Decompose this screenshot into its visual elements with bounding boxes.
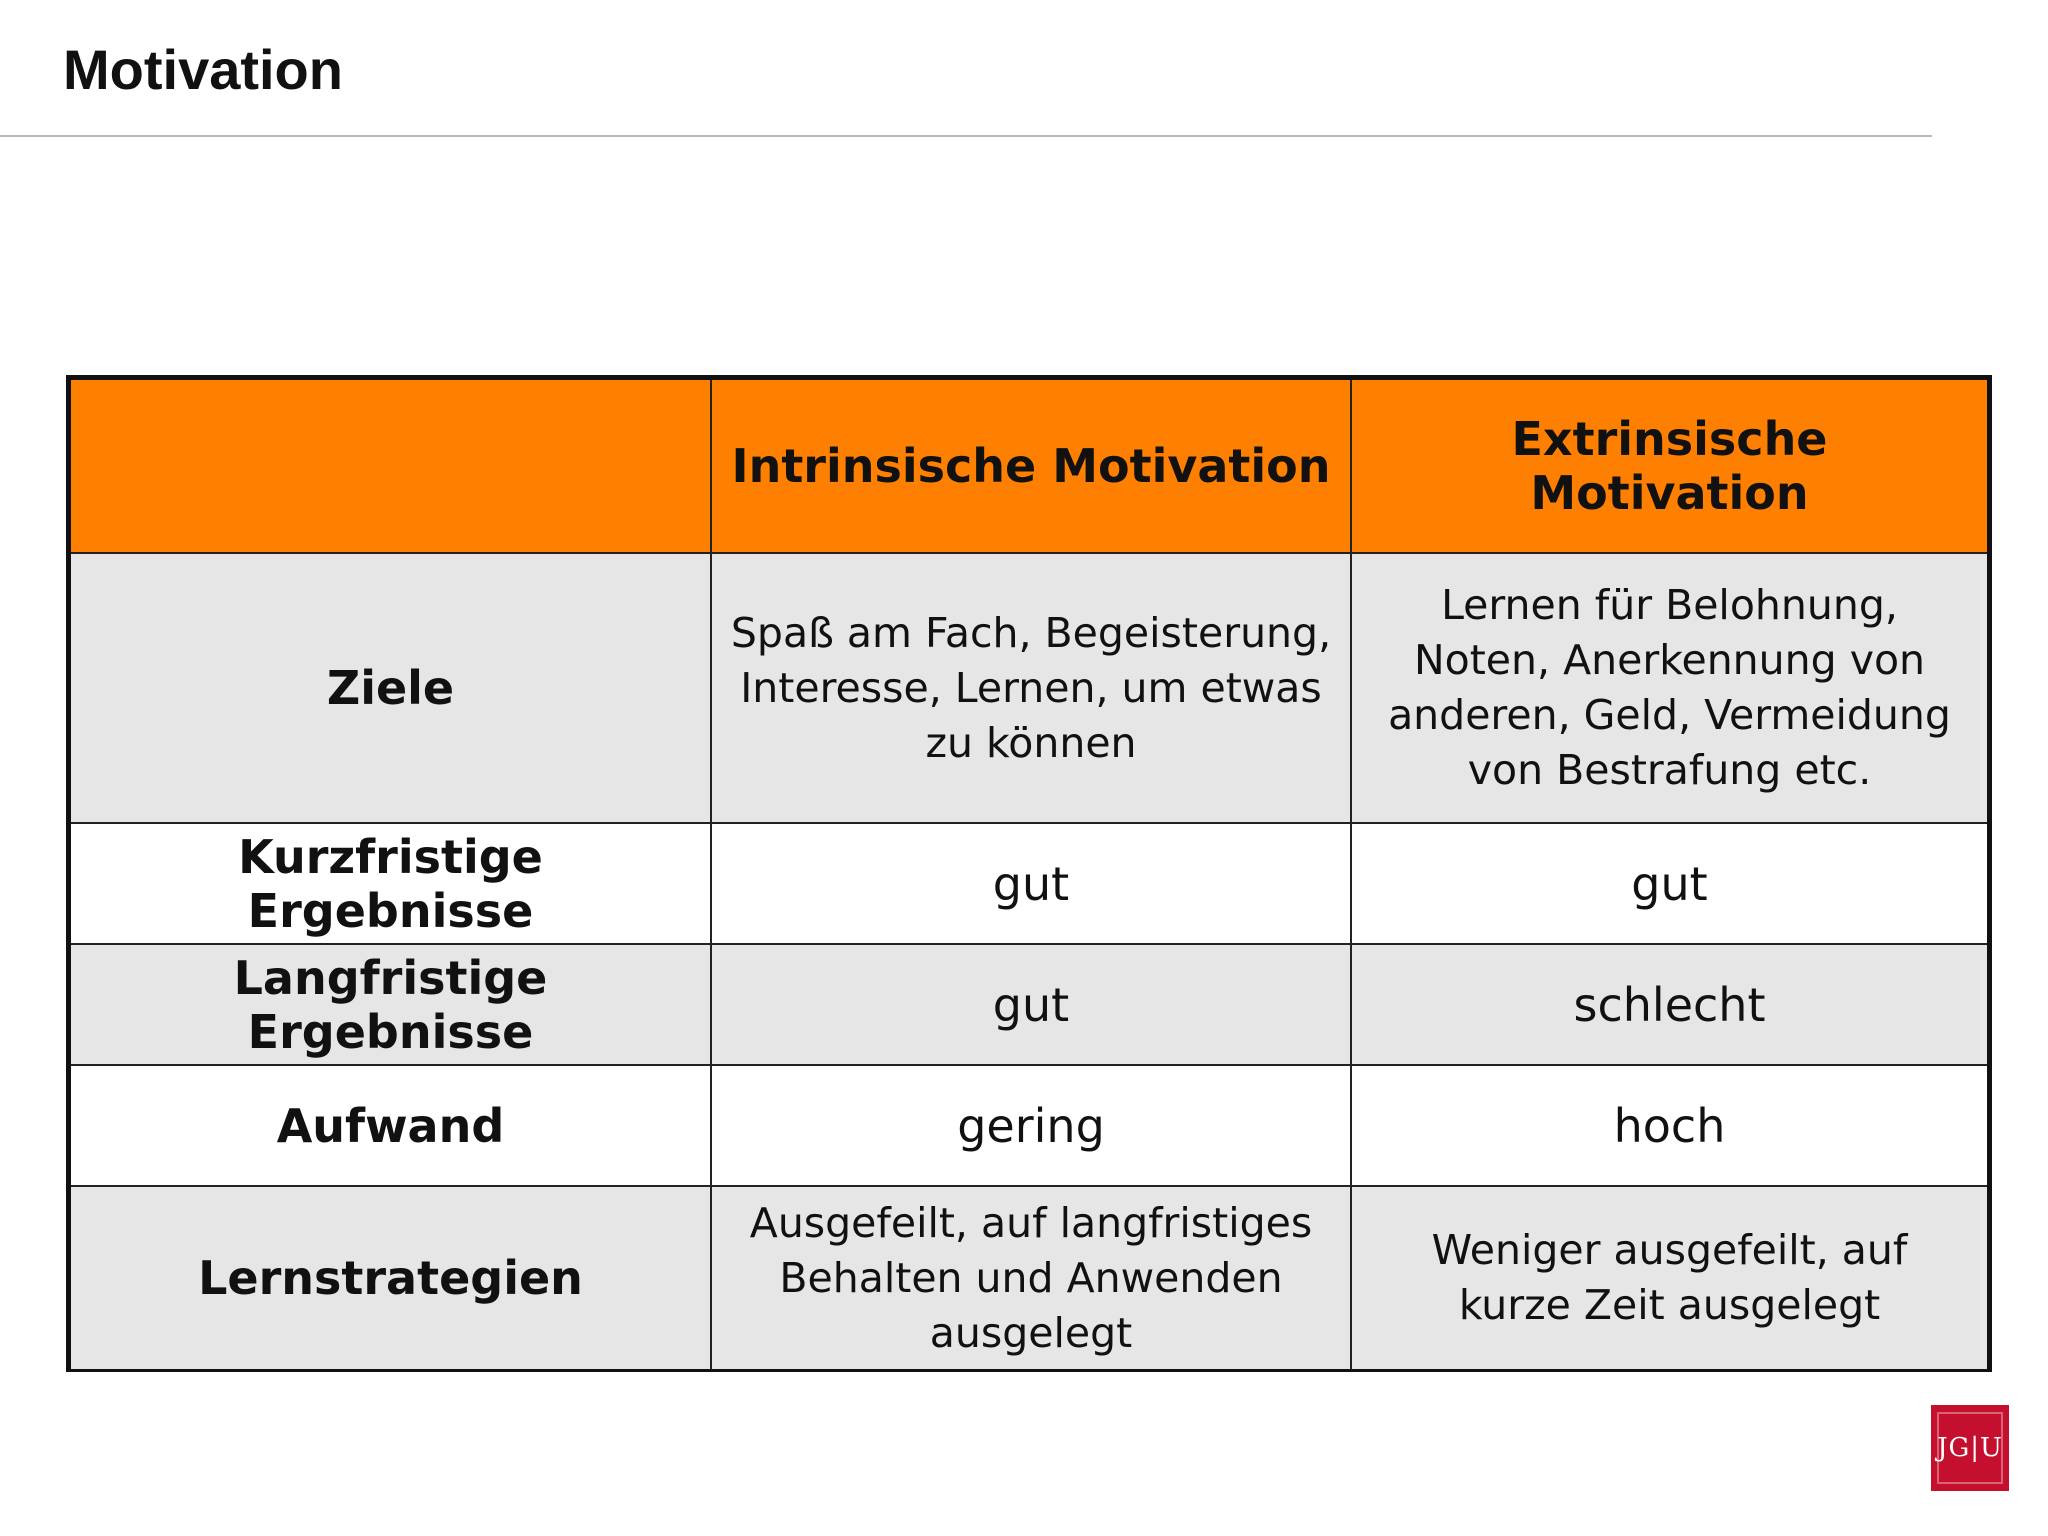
extrinsic-cell: schlecht [1351,944,1987,1065]
jgu-logo [1931,1405,2009,1491]
header-extrinsic: Extrinsische Motivation [1351,380,1987,553]
table-row-aufwand [71,1065,1987,1186]
table-header-row [71,380,1987,553]
row-label: Aufwand [71,1065,711,1186]
jgu-logo-text: JG|U [1937,1412,2003,1484]
extrinsic-cell: hoch [1351,1065,1987,1186]
header-intrinsic: Intrinsische Motivation [711,380,1351,553]
table-row-ziele [71,553,1987,823]
comparison-table [66,375,1992,1372]
table-row-lernstrategien [71,1186,1987,1369]
header-empty-cell [71,380,711,553]
extrinsic-cell: Weniger ausgefeilt, auf kurze Zeit ausgelegt [1351,1186,1987,1369]
row-label: Kurzfristige Ergebnisse [71,823,711,944]
row-label: Langfristige Ergebnisse [71,944,711,1065]
slide-title: Motivation [63,38,343,101]
intrinsic-cell: gering [711,1065,1351,1186]
title-divider [0,135,1932,137]
intrinsic-cell: gut [711,823,1351,944]
intrinsic-cell: gut [711,944,1351,1065]
row-label: Lernstrategien [71,1186,711,1369]
intrinsic-cell: Ausgefeilt, auf langfristiges Behalten und Anwenden ausgelegt [711,1186,1351,1369]
row-label: Ziele [71,553,711,823]
extrinsic-cell: Lernen für Belohnung, Noten, Anerkennung von anderen, Geld, Vermeidung von Bestrafung etc. [1351,553,1987,823]
intrinsic-cell: Spaß am Fach, Begeisterung, Interesse, Lernen, um etwas zu können [711,553,1351,823]
table-row-langfristig [71,944,1987,1065]
extrinsic-cell: gut [1351,823,1987,944]
table-row-kurzfristig [71,823,1987,944]
